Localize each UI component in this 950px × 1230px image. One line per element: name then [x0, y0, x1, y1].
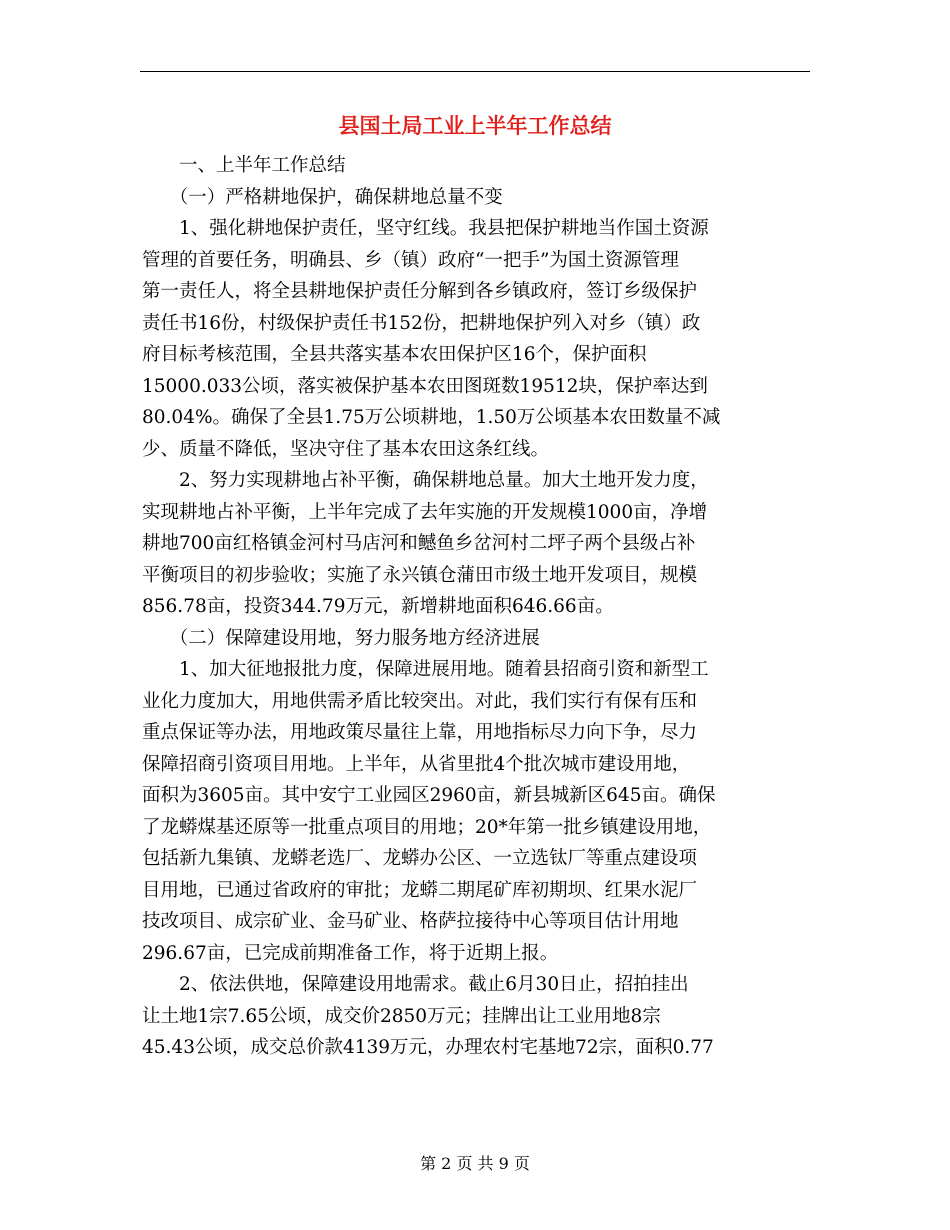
body-line: 耕地700亩红格镇金河村马店河和鳡鱼乡岔河村二坪子两个县级占补 [142, 533, 696, 554]
body-line: 业化力度加大，用地供需矛盾比较突出。对此，我们实行有保有压和 [142, 690, 698, 712]
body-line: 856.78亩，投资344.79万元，新增耕地面积646.66亩。 [142, 596, 614, 617]
body-line: 2、努力实现耕地占补平衡，确保耕地总量。加大土地开发力度， [142, 470, 709, 491]
body-line: 第一责任人，将全县耕地保护责任分解到各乡镇政府，签订乡级保护 [142, 281, 698, 302]
body-line: 管理的首要任务，明确县、乡（镇）政府“一把手”为国土资源管理 [142, 249, 679, 271]
body-line: 技改项目、成宗矿业、金马矿业、格萨拉接待中心等项目估计用地 [142, 911, 679, 932]
body-line: 实现耕地占补平衡，上半年完成了去年实施的开发规模1000亩，净增 [142, 501, 708, 523]
header-rule [140, 71, 810, 72]
document-body [142, 150, 812, 1064]
body-line: 目用地，已通过省政府的审批；龙蟒二期尾矿库初期坝、红果水泥厂 [142, 879, 698, 901]
body-line: 面积为3605亩。其中安宁工业园区2960亩，新县城新区645亩。确保 [142, 785, 716, 806]
page-number: 第 2 页 共 9 页 [420, 1154, 530, 1173]
body-line: 1、加大征地报批力度，保障进展用地。随着县招商引资和新型工 [142, 659, 709, 680]
body-line: 让土地1宗7.65公顷，成交价2850万元；挂牌出让工业用地8宗 [142, 1005, 661, 1027]
document-title: 县国土局工业上半年工作总结 [338, 113, 612, 138]
body-line: 保障招商引资项目用地。上半年，从省里批4个批次城市建设用地， [142, 753, 691, 775]
body-line: 2、依法供地，保障建设用地需求。截止6月30日止，招拍挂出 [142, 974, 689, 995]
body-line: 1、强化耕地保护责任，坚守红线。我县把保护耕地当作国土资源 [142, 218, 709, 239]
body-line: 府目标考核范围，全县共落实基本农田保护区16个，保护面积 [142, 344, 647, 365]
body-line: 15000.033公顷，落实被保护基本农田图斑数19512块，保护率达到 [142, 375, 708, 397]
body-line: 重点保证等办法，用地政策尽量往上靠，用地指标尽力向下争，尽力 [142, 722, 698, 743]
body-line: 平衡项目的初步验收；实施了永兴镇仓蒲田市级土地开发项目，规模 [142, 564, 698, 586]
body-line: 一、上半年工作总结 [142, 155, 346, 176]
body-line: 296.67亩，已完成前期准备工作，将于近期上报。 [142, 942, 559, 964]
body-line: 责任书16份，村级保护责任书152份，把耕地保护列入对乡（镇）政 [142, 312, 701, 334]
body-line: （一）严格耕地保护，确保耕地总量不变 [142, 186, 503, 208]
body-line: 了龙蟒煤基还原等一批重点项目的用地；20*年第一批乡镇建设用地， [142, 816, 712, 838]
body-line: （二）保障建设用地，努力服务地方经济进展 [142, 627, 540, 649]
body-line: 包括新九集镇、龙蟒老选厂、龙蟒办公区、一立选钛厂等重点建设项 [142, 848, 698, 869]
body-line: 80.04%。确保了全县1.75万公顷耕地，1.50万公顷基本农田数量不减 [142, 407, 721, 428]
body-line: 45.43公顷，成交总价款4139万元，办理农村宅基地72宗，面积0.77 [142, 1037, 714, 1058]
body-line: 少、质量不降低，坚决守住了基本农田这条红线。 [142, 438, 550, 460]
